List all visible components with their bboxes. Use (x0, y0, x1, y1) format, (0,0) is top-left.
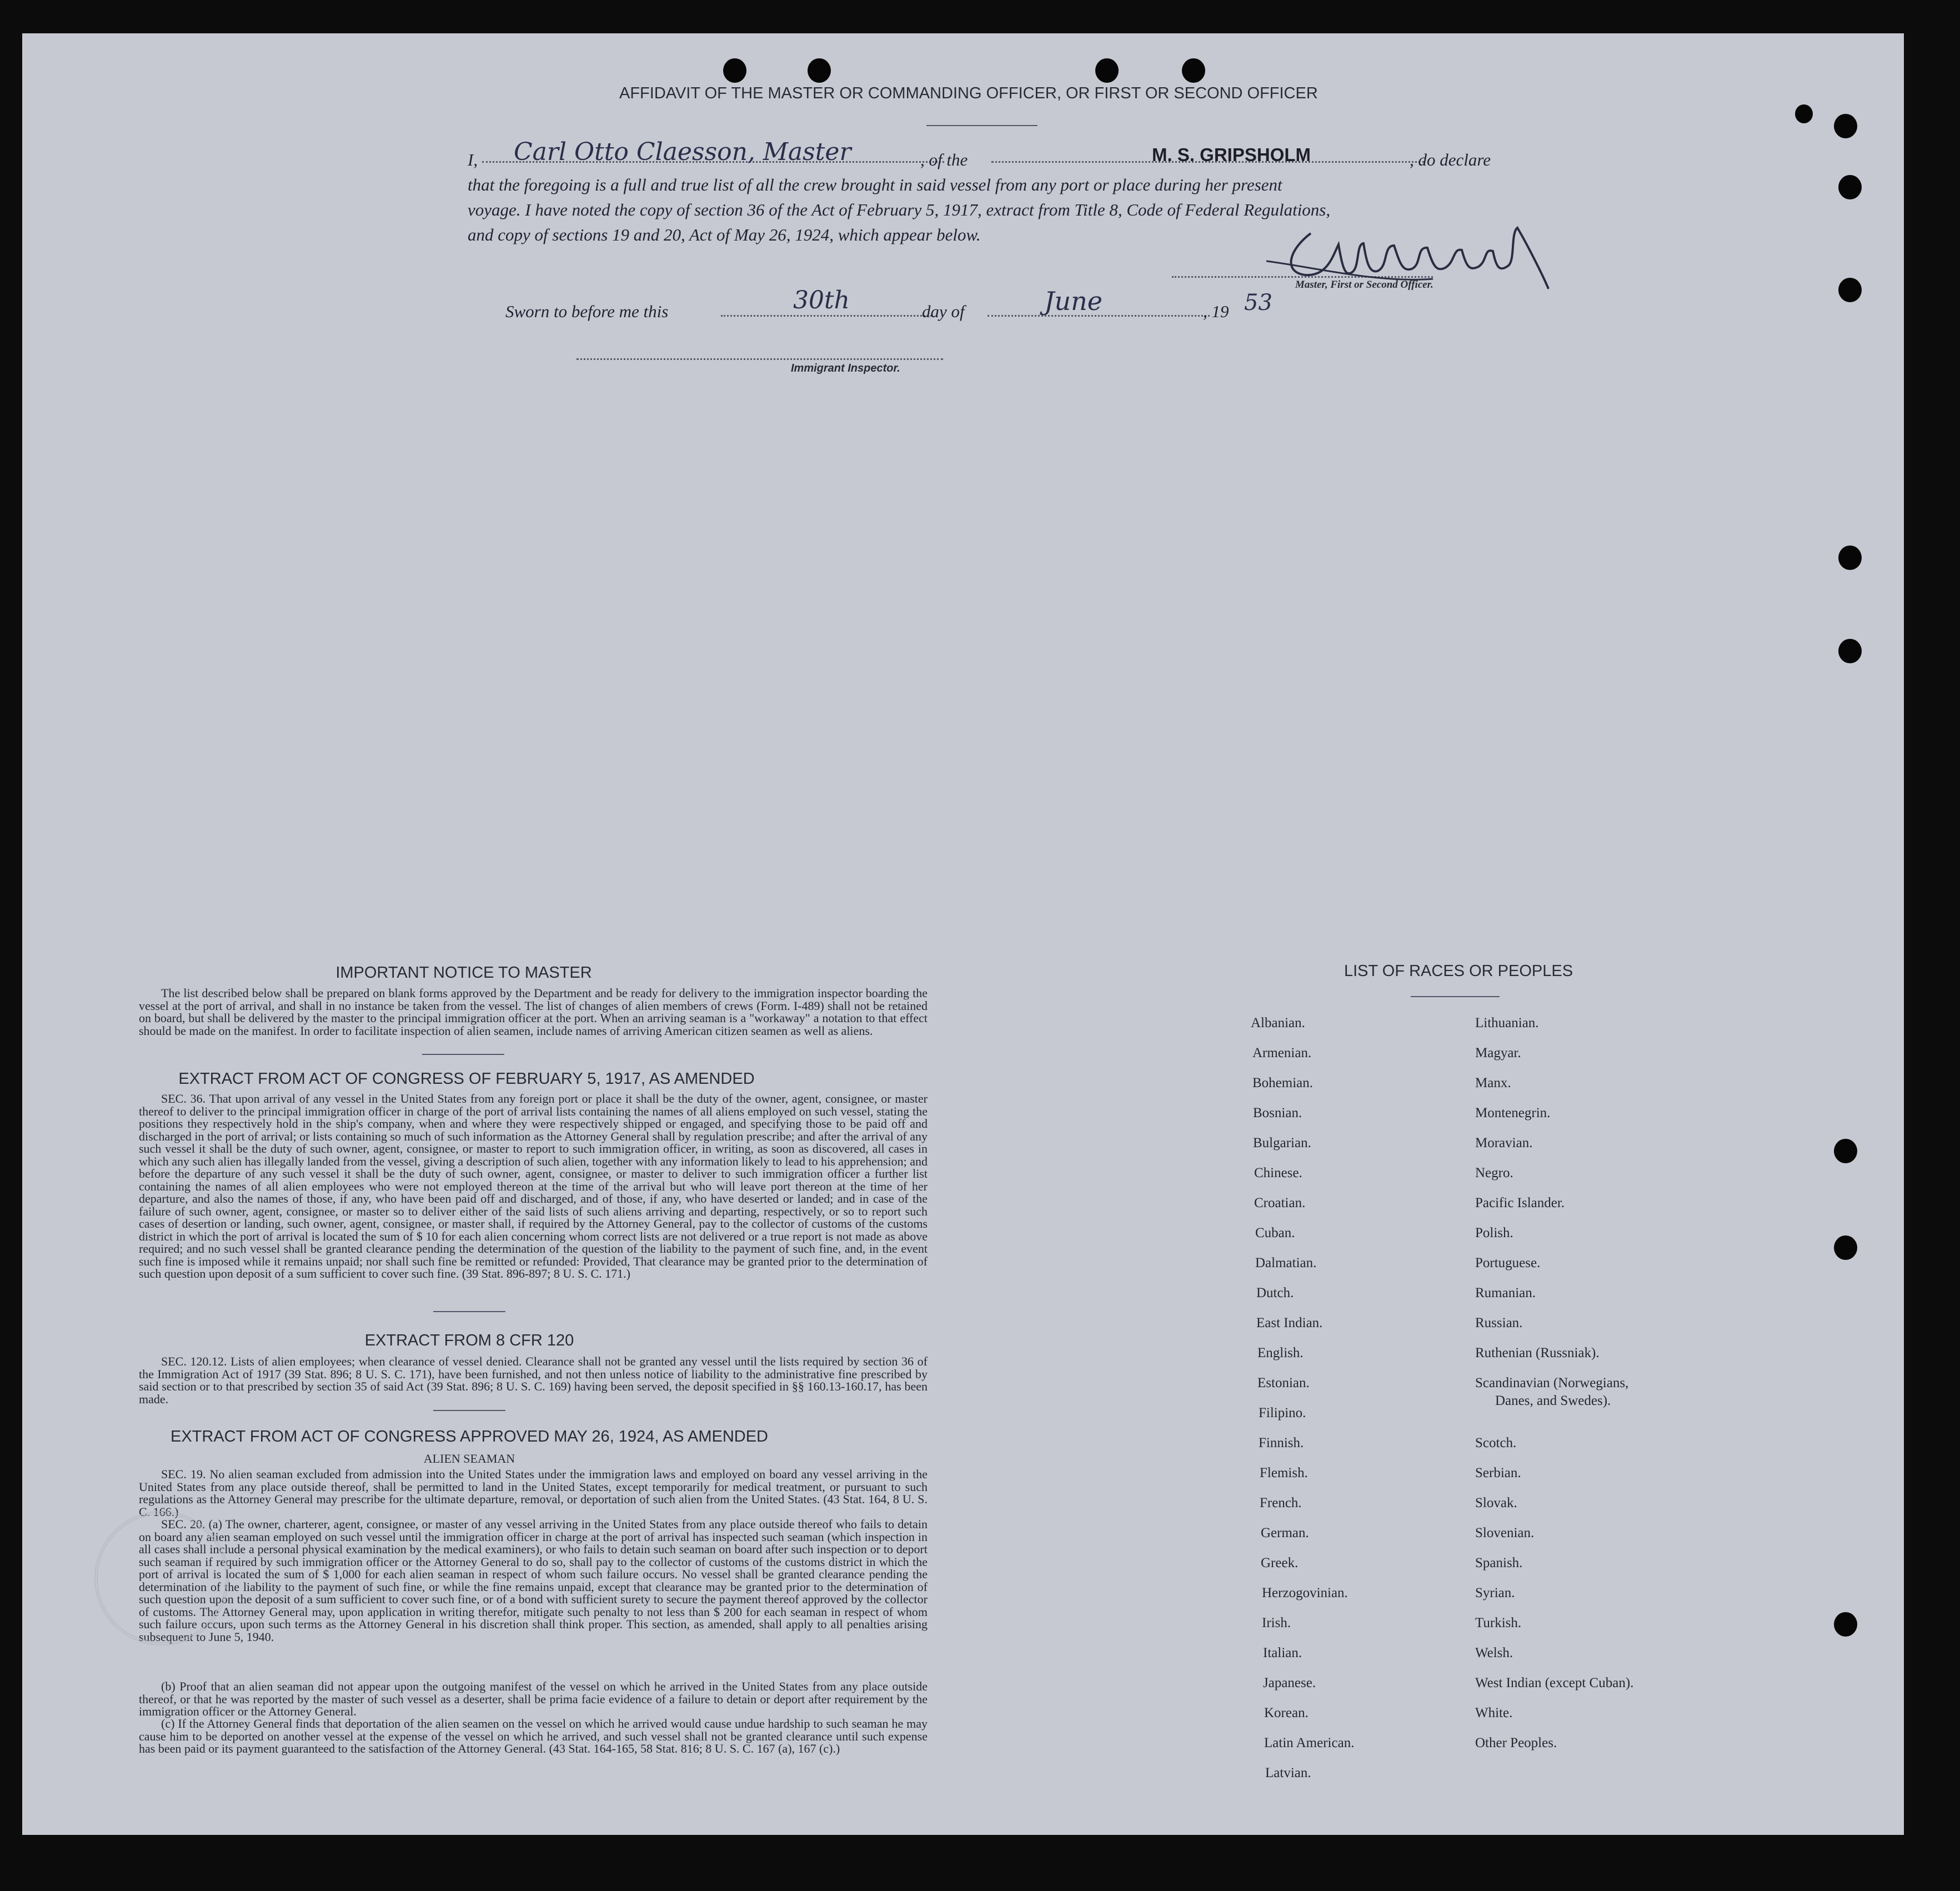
extract-1917-title: EXTRACT FROM ACT OF CONGRESS OF FEBRUARY 5, 1917, AS AMENDED (178, 1070, 755, 1088)
race-item: Latin American. (1264, 1735, 1355, 1750)
race-item: Bohemian. (1252, 1075, 1314, 1090)
races-divider (1411, 996, 1500, 997)
race-item: East Indian. (1256, 1315, 1323, 1330)
race-item: German. (1261, 1525, 1309, 1540)
vessel-name: M. S. GRIPSHOLM (1152, 144, 1311, 165)
race-item: Montenegrin. (1475, 1105, 1551, 1120)
punch-hole (808, 58, 831, 83)
sec19-text: SEC. 19. No alien seaman excluded from admission into the United States under the immigration laws and employed on board any vessel arriving in the United States from any place outside thereof, shall be permitted to land in the United States, except temporarily for medical treatment, or pursuant to such regulations as the Attorney General may prescribe for the ultimate departure, removal, or deportation of such alien from the United States. (43 Stat. 164, 8 U. S. C. 166.) (139, 1467, 928, 1519)
day-of-text: day of (922, 302, 965, 321)
extract-1924-title: EXTRACT FROM ACT OF CONGRESS APPROVED MAY 26, 1924, AS AMENDED (171, 1428, 768, 1445)
of-the-text: , of the (920, 150, 968, 169)
do-declare-text: , do declare (1410, 150, 1491, 169)
punch-hole (1095, 58, 1119, 83)
extract-1917-text: SEC. 36. That upon arrival of any vessel in the United States from any foreign port or place it shall be the duty of the owner, agent, consignee, or master thereof to deliver to the principal immigration officer in charge of the port of arrival lists containing the names of all aliens employed on such vessel, stating the positions they respectively hold in the ship's company, when and where they were respectively shipped or engaged, and specifying those to be paid off and discharged in the port of arrival; or lists containing so much of such information as the Attorney General shall by regulation prescribe; and after the arrival of any such vessel it shall be the duty of such owner, agent, consignee, or master to report to such immigration officer, in writing, as soon as discovered, all cases in which any such alien has illegally landed from the vessel, giving a description of such alien, together with any information likely to lead to his apprehension; and before the departure of any such vessel it shall be the duty of such owner, agent, consignee, or master to deliver to such immigration officer a further list containing the names of all alien employees who were not employed thereon at the time of the arrival but who will leave port thereon at the time of her departure, and also the names of those, if any, who have been paid off and discharged, and of those, if any, who have deserted or landed; and in case of the failure of such owner, agent, consignee, or master so to deliver either of the said lists of such aliens arriving and departing, respectively, or so to report such cases of desertion or landing, such owner, agent, consignee, or master shall, if required by the Attorney General, pay to the collector of customs of the customs district in which the port of arrival is located the sum of $ 10 for each alien concerning whom correct lists are not delivered or a true report is not made as above required; and no such vessel shall be granted clearance pending the determination of the question of the liability to the payment of such fine, and, in the event such fine is imposed while it remains unpaid; nor shall such fine be remitted or refunded: Provided, That clearance may be granted prior to the determination of such question upon deposit of a sum sufficient to cover such fine. (39 Stat. 896-897; 8 U. S. C. 171.) (139, 1092, 928, 1280)
sec20c-text: (c) If the Attorney General finds that deportation of the alien seamen on the vessel on which he arrived would cause undue hardship to such seaman he may cause him to be deported on another vessel at the expense of the vessel on which he arrived, and such vessel shall not be granted clearance until such expense has been paid or its payment guaranteed to the satisfaction of the Attorney General. (43 Stat. 164-165, 58 Stat. 816; 8 U. S. C. 167 (a), 167 (c).) (139, 1717, 928, 1755)
race-item: Moravian. (1475, 1135, 1533, 1150)
race-item: Lithuanian. (1475, 1015, 1539, 1030)
race-item: Turkish. (1475, 1615, 1522, 1630)
sworn-prefix: Sworn to before me this (505, 302, 669, 321)
punch-hole (1834, 114, 1857, 138)
race-item: Croatian. (1254, 1195, 1306, 1210)
race-item: Albanian. (1251, 1015, 1305, 1030)
race-item: Herzogovinian. (1262, 1585, 1348, 1600)
races-title: LIST OF RACES OR PEOPLES (1344, 962, 1573, 980)
declaration-line-2: that the foregoing is a full and true list of all the crew brought in said vessel from any port or place during her present (468, 175, 1282, 194)
race-item: Russian. (1475, 1315, 1523, 1330)
section-divider (422, 1054, 504, 1055)
race-item: Korean. (1264, 1705, 1309, 1720)
inspector-caption: Immigrant Inspector. (791, 362, 900, 374)
embossed-seal (94, 1511, 229, 1645)
race-item: West Indian (except Cuban). (1475, 1675, 1634, 1690)
punch-hole (1182, 58, 1205, 83)
affidavit-title: AFFIDAVIT OF THE MASTER OR COMMANDING OFFICER, OR FIRST OR SECOND OFFICER (619, 84, 1318, 102)
race-item: Welsh. (1475, 1645, 1513, 1660)
race-item: Rumanian. (1475, 1285, 1536, 1300)
master-name: Carl Otto Claesson, Master (514, 138, 851, 166)
race-item: Cuban. (1255, 1225, 1295, 1240)
race-item: French. (1260, 1495, 1302, 1510)
race-item: Estonian. (1257, 1375, 1310, 1390)
race-item: English. (1257, 1345, 1304, 1360)
declaration-line-4: and copy of sections 19 and 20, Act of May 26, 1924, which appear below. (468, 225, 981, 244)
punch-hole (1838, 639, 1862, 663)
signature-caption: Master, First or Second Officer. (1295, 279, 1433, 291)
race-item: Spanish. (1475, 1555, 1523, 1570)
punch-hole (1834, 1235, 1857, 1260)
race-item: Portuguese. (1475, 1255, 1541, 1270)
declaration-line-3: voyage. I have noted the copy of section 36 of the Act of February 5, 1917, extract from Title 8, Code of Federal Regulations, (468, 200, 1331, 219)
punch-hole (1834, 1139, 1857, 1163)
race-item: Finnish. (1259, 1435, 1304, 1450)
document-page (22, 33, 1904, 1835)
notice-text: The list described below shall be prepared on blank forms approved by the Department and be ready for delivery to the immigration inspector boarding the vessel at the port of arrival, and shall in no instance be taken from the vessel. The list of changes of alien members of crews (Form. I-489) shall not be retained on board, but shall be delivered by the master to the principal immigration officer at the port. When an arriving seaman is a "workaway" a notation to that effect should be made on the manifest. In order to facilitate inspection of alien seamen, include names of arriving American citizen seamen as well as aliens. (139, 986, 928, 1038)
race-item: Polish. (1475, 1225, 1513, 1240)
race-item: White. (1475, 1705, 1513, 1720)
race-item: Slovenian. (1475, 1525, 1535, 1540)
race-item: Irish. (1262, 1615, 1291, 1630)
race-item: Filipino. (1259, 1405, 1306, 1420)
race-item: Pacific Islander. (1475, 1195, 1565, 1210)
race-item: Ruthenian (Russniak). (1475, 1345, 1600, 1360)
title-divider (926, 125, 1037, 126)
extract-cfr-text: SEC. 120.12. Lists of alien employees; when clearance of vessel denied. Clearance shall not be granted any vessel until the lists required by section 36 of the Immigration Act of 1917 (39 Stat. 896; 8 U. S. C. 171), have been furnished, and not then unless notice of liability to the administrative fine prescribed by said section or to that prescribed by section 35 of said Act (39 Stat. 896; 8 U. S. C. 169) having been served, the deposit specified in §§ 160.13-160.17, has been made. (139, 1354, 928, 1406)
race-item: Flemish. (1260, 1465, 1308, 1480)
race-item: Greek. (1261, 1555, 1299, 1570)
punch-hole (1838, 546, 1862, 570)
race-item: Serbian. (1475, 1465, 1521, 1480)
race-item: Magyar. (1475, 1045, 1521, 1060)
alien-seaman-subtitle: ALIEN SEAMAN (423, 1452, 515, 1465)
section-divider (433, 1410, 505, 1411)
race-item: Dutch. (1256, 1285, 1294, 1300)
race-item: Bulgarian. (1253, 1135, 1311, 1150)
race-item: Italian. (1263, 1645, 1302, 1660)
race-item: Scotch. (1475, 1435, 1517, 1450)
section-divider (433, 1311, 505, 1312)
race-item: Bosnian. (1253, 1105, 1302, 1120)
inspector-signature-line (577, 358, 943, 360)
race-item: Slovak. (1475, 1495, 1517, 1510)
race-item: Negro. (1475, 1165, 1513, 1180)
punch-hole (1795, 104, 1813, 123)
sworn-year: 53 (1244, 290, 1272, 316)
extract-cfr-title: EXTRACT FROM 8 CFR 120 (364, 1332, 574, 1349)
race-item: Syrian. (1475, 1585, 1515, 1600)
punch-hole (723, 58, 746, 83)
sworn-month: June (1044, 286, 1102, 316)
sec20a-text: SEC. 20. (a) The owner, charterer, agent, consignee, or master of any vessel arriving in the United States from any place outside thereof who fails to detain on board any alien seaman employed on such vessel until the immigration officer in charge at the port of arrival has inspected such seaman (which inspection in all cases shall include a personal physical examination by the medical examiners), or who fails to detain such seaman on board after such inspection or to deport such seaman if required by such immigration officer or the Attorney General to do so, shall pay to the collector of customs of the customs district in which the port of arrival is located the sum of $ 1,000 for each alien seaman in respect of whom such failure occurs. No vessel shall be granted clearance pending the determination of the liability to the payment of such fine, or while the fine remains unpaid, except that clearance may be granted prior to the determination of such question upon the deposit of a sum sufficient to cover such fine, or of a bond with sufficient surety to secure the payment thereof approved by the collector of customs. The Attorney General may, upon application in writing therefor, mitigate such penalty to not less than $ 200 for each seaman in respect of whom such failure occurs, upon such terms as the Attorney General in his discretion shall think proper. This section, as amended, shall apply to all penalties arising subsequent to June 5, 1940. (139, 1517, 928, 1644)
race-item: Dalmatian. (1255, 1255, 1317, 1270)
race-item: Manx. (1475, 1075, 1511, 1090)
notice-title: IMPORTANT NOTICE TO MASTER (335, 964, 592, 982)
race-item: Danes, and Swedes). (1495, 1393, 1611, 1408)
race-item: Scandinavian (Norwegians, (1475, 1375, 1629, 1390)
sec20b-text: (b) Proof that an alien seaman did not appear upon the outgoing manifest of the vessel on which he arrived in the United States from any place outside thereof, or that he was reported by the master of such vessel as a deserter, shall be prima facie evidence of a failure to detain or deport after requirement by the immigration officer or the Attorney General. (139, 1679, 928, 1718)
sworn-day: 30th (793, 286, 850, 314)
prefix-i: I, (468, 150, 478, 169)
punch-hole (1838, 278, 1862, 302)
race-item: Latvian. (1265, 1765, 1311, 1780)
race-item: Other Peoples. (1475, 1735, 1557, 1750)
day-field-line (721, 315, 932, 317)
race-item: Japanese. (1263, 1675, 1316, 1690)
punch-hole (1834, 1612, 1857, 1637)
race-item: Armenian. (1252, 1045, 1312, 1060)
punch-hole (1838, 175, 1862, 199)
year-prefix: , 19 (1203, 302, 1229, 321)
race-item: Chinese. (1254, 1165, 1302, 1180)
